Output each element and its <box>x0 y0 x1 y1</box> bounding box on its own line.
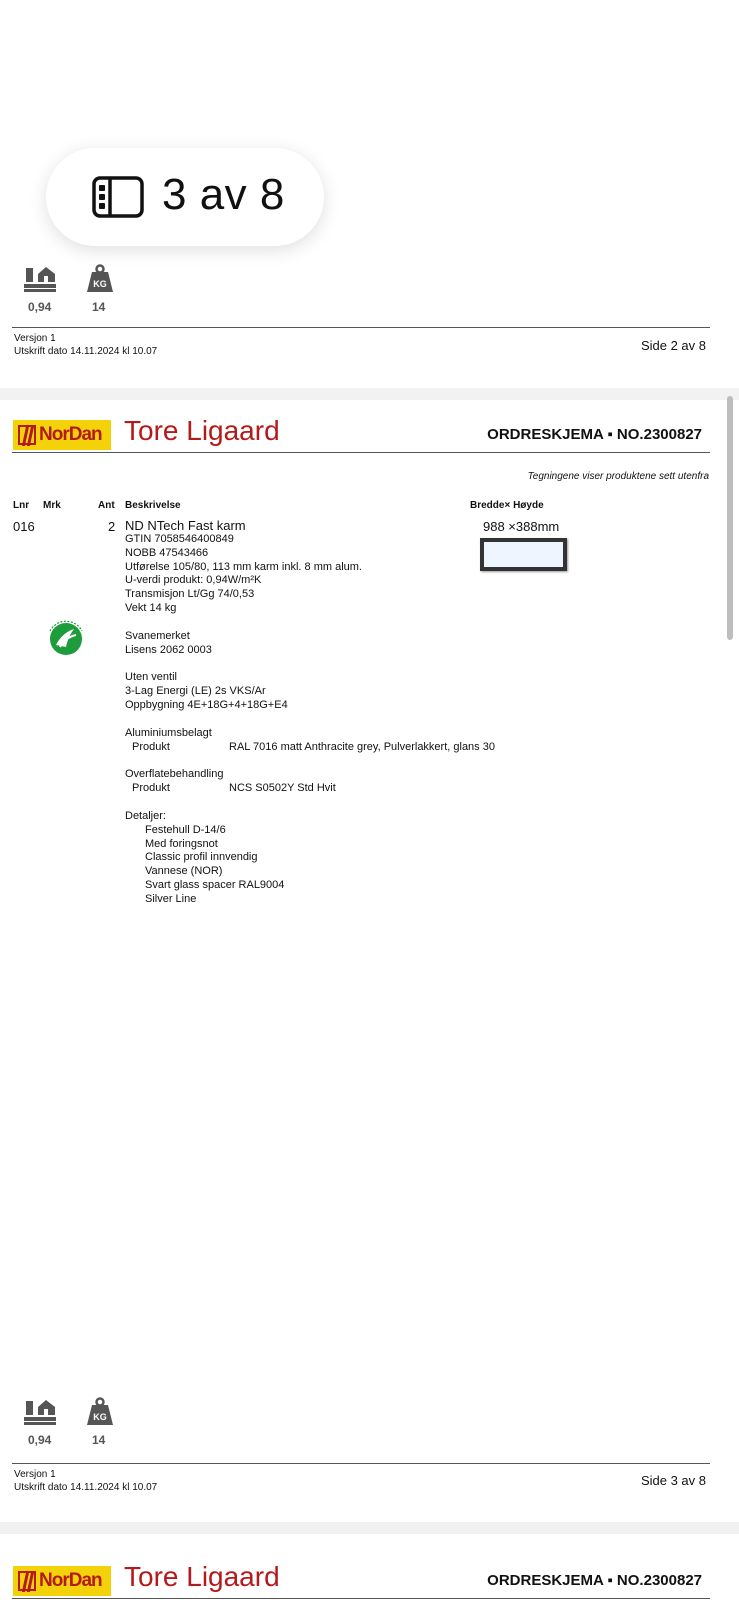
eco-license: Lisens 2062 0003 <box>125 643 212 656</box>
scrollbar[interactable] <box>727 396 733 640</box>
glass-type: 3-Lag Energi (LE) 2s VKS/Ar <box>125 685 266 698</box>
spec-weight: Vekt 14 kg <box>125 601 177 614</box>
order-title: ORDRESKJEMA ▪ NO.2300827 <box>487 426 702 443</box>
u-value-label: 0,94 <box>28 1433 52 1447</box>
brand-name: NorDan <box>39 1570 102 1591</box>
col-beskrivelse: Beskrivelse <box>125 500 181 511</box>
kg-weight-icon <box>86 264 114 294</box>
aluminium-title: Aluminiumsbelagt <box>125 726 212 739</box>
detail-item: Med foringsnot <box>145 837 218 850</box>
footer-divider <box>12 1463 710 1464</box>
spec-u-value: U-verdi produkt: 0,94W/m²K <box>125 574 262 587</box>
col-ant: Ant <box>98 500 115 511</box>
nordic-swan-ecolabel-icon <box>44 615 88 659</box>
weight-label: 14 <box>92 300 106 314</box>
surface-title: Overflatebehandling <box>125 768 224 781</box>
footer-icons <box>24 264 144 324</box>
aluminium-key: Produkt <box>132 740 170 753</box>
item-ant: 2 <box>108 519 116 534</box>
spec-gtin: GTIN 7058546400849 <box>125 533 234 545</box>
aluminium-value: RAL 7016 matt Anthracite grey, Pulverlakkert, glans 30 <box>229 740 495 753</box>
glass-build: Oppbygning 4E+18G+4+18G+E4 <box>125 698 288 711</box>
print-date-text: Utskrift dato 14.11.2024 kl 10.07 <box>14 1482 158 1493</box>
page-indicator[interactable] <box>46 148 324 246</box>
col-mrk: Mrk <box>43 500 61 511</box>
pdf-page-4 <box>0 1534 739 1600</box>
svg-text:KG: KG <box>93 1412 107 1422</box>
page-number-label: Side 3 av 8 <box>640 1473 706 1488</box>
nordan-logo-mark <box>18 425 36 445</box>
svg-text:KG: KG <box>93 279 107 289</box>
spec-transmission: Transmisjon Lt/Gg 74/0,53 <box>125 588 255 601</box>
nordan-logo-mark <box>18 1571 36 1591</box>
print-date-text: Utskrift dato 14.11.2024 kl 10.07 <box>14 346 158 357</box>
glass-vent: Uten ventil <box>125 671 177 684</box>
drawing-note: Tegningene viser produktene sett utenfra <box>527 471 709 482</box>
aluminium-row <box>125 741 495 755</box>
house-insulation-icon <box>24 264 58 294</box>
header-divider <box>12 1598 710 1599</box>
brand-name: NorDan <box>39 424 102 445</box>
surface-row <box>125 782 495 796</box>
u-value-label: 0,94 <box>28 300 52 314</box>
detail-item: Svart glass spacer RAL9004 <box>145 878 285 891</box>
item-description <box>125 518 495 907</box>
nordan-logo <box>13 420 111 450</box>
details-title: Detaljer: <box>125 809 166 822</box>
detail-item: Vannese (NOR) <box>145 865 223 878</box>
item-size: 988 ×388mm <box>483 519 560 534</box>
page-indicator-text: 3 av 8 <box>162 170 285 219</box>
version-text: Versjon 1 <box>14 1469 56 1480</box>
col-size: Bredde× Høyde <box>470 500 544 511</box>
col-lnr: Lnr <box>13 500 30 511</box>
surface-value: NCS S0502Y Std Hvit <box>229 782 336 795</box>
nordan-logo <box>13 1566 111 1596</box>
header-divider <box>12 452 710 453</box>
detail-item: Festehull D-14/6 <box>145 823 226 836</box>
footer-divider <box>12 327 710 328</box>
version-text: Versjon 1 <box>14 333 56 344</box>
detail-item: Classic profil innvendig <box>145 851 258 864</box>
dealer-name: Tore Ligaard <box>124 1561 280 1592</box>
pdf-page-3 <box>0 400 739 1522</box>
footer-info <box>14 1468 157 1494</box>
house-insulation-icon <box>24 1397 58 1427</box>
footer-info <box>14 332 157 358</box>
kg-weight-icon <box>86 1397 114 1427</box>
weight-label: 14 <box>92 1433 106 1447</box>
footer-icons <box>24 1397 144 1457</box>
eco-label: Svanemerket <box>125 629 190 642</box>
detail-item: Silver Line <box>145 892 197 905</box>
dealer-name: Tore Ligaard <box>124 415 280 446</box>
item-lnr: 016 <box>13 519 35 534</box>
page-number-label: Side 2 av 8 <box>640 338 706 353</box>
surface-key: Produkt <box>132 782 170 795</box>
sidebar-page-icon <box>92 176 144 218</box>
spec-utforelse: Utførelse 105/80, 113 mm karm inkl. 8 mm alum. <box>125 560 362 573</box>
spec-nobb: NOBB 47543466 <box>125 546 209 559</box>
item-title: ND NTech Fast karm <box>125 518 246 533</box>
order-title: ORDRESKJEMA ▪ NO.2300827 <box>487 1572 702 1589</box>
